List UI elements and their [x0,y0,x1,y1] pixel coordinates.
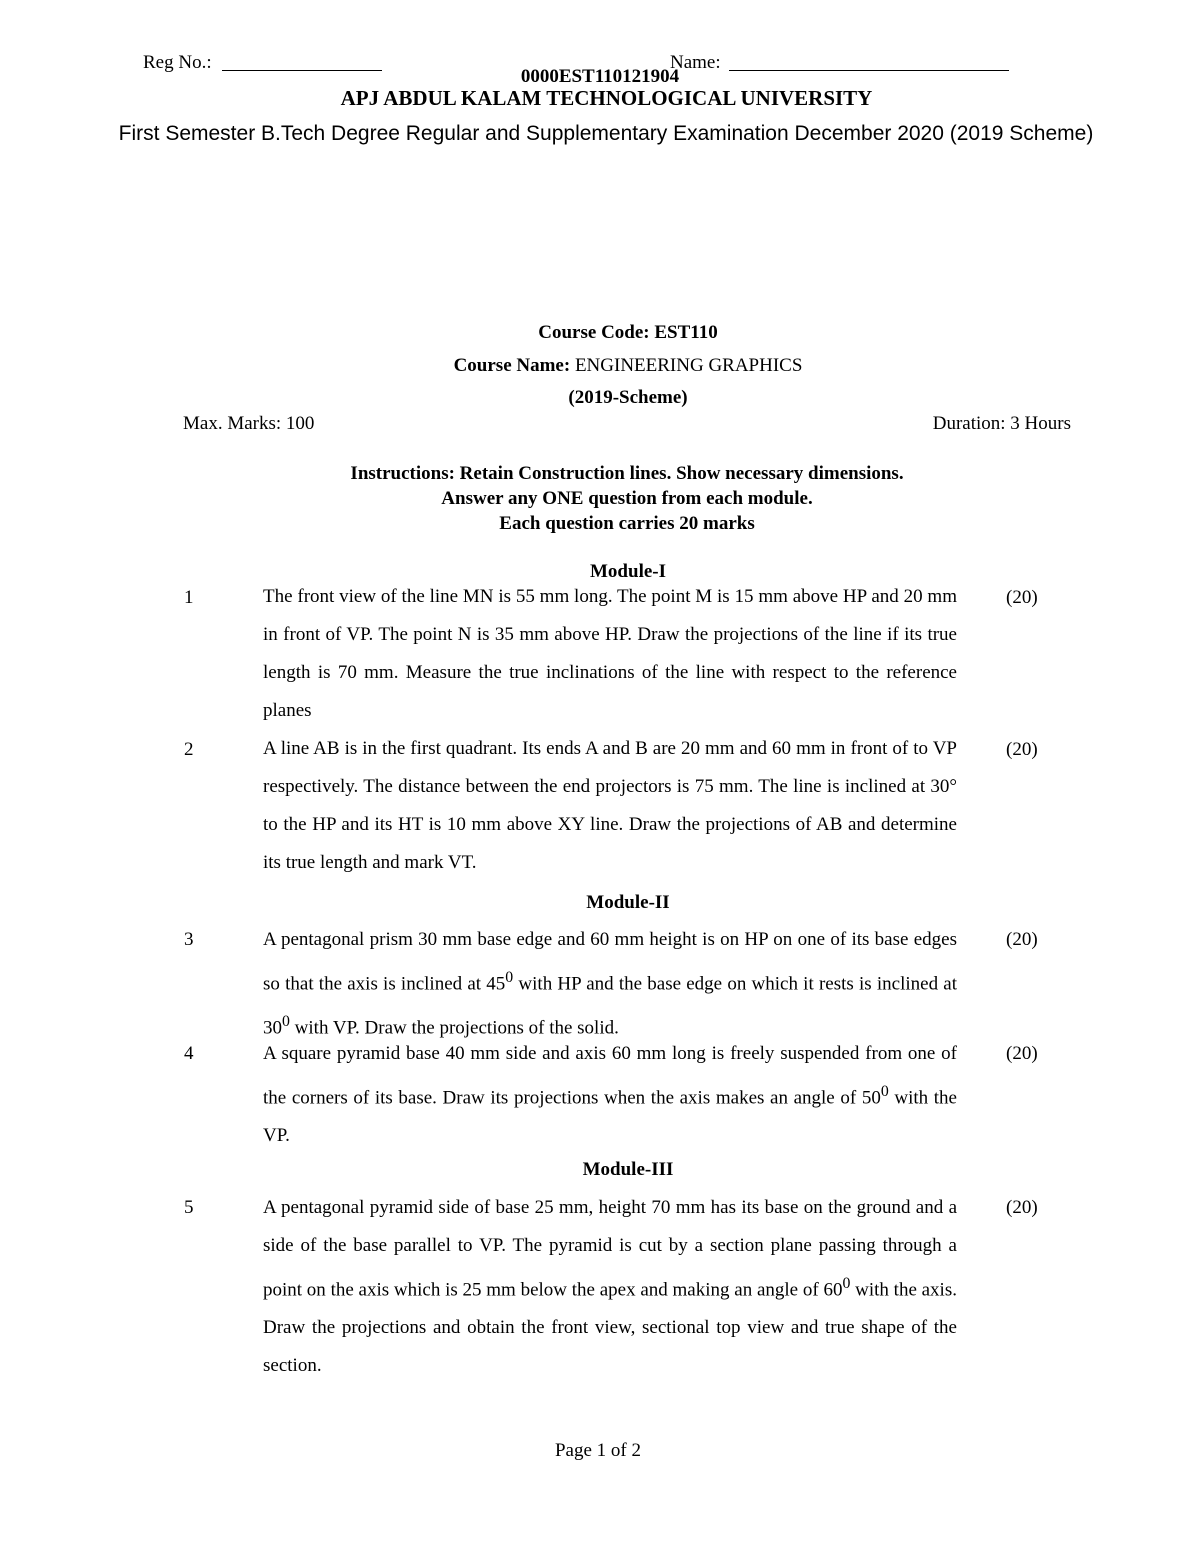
question-marks: (20) [1006,739,1038,760]
question-number: 3 [184,929,194,950]
duration: Duration: 3 Hours [932,413,1071,434]
exam-title: First Semester B.Tech Degree Regular and Supplementary Examination December 2020 (2019 Scheme) [118,122,1094,145]
module-heading: Module-II [586,892,670,913]
question-marks: (20) [1006,1043,1038,1064]
question-number: 1 [184,587,194,608]
instruction-line: Each question carries 20 marks [499,513,755,534]
name-label: Name: [670,52,721,73]
question-number: 4 [184,1043,194,1064]
max-marks: Max. Marks: 100 [183,413,315,434]
instruction-line: Instructions: Retain Construction lines. Show necessary dimensions. [350,463,904,484]
page-number: Page 1 of 2 [554,1440,641,1461]
question-text: A square pyramid base 40 mm side and axis 60 mm long is freely suspended from one of the corners of its base. Draw its projections when the axis makes an angle of $50^0$ with the VP. [263,1043,957,1147]
question-text: A pentagonal pyramid side of base 25 mm, height 70 mm has its base on the ground and a side of the base parallel to VP. The pyramid is cut by a section plane passing through a point on the axis which is 25 mm below the apex and making an angle of $60^0$ with the axis. Draw the projections and obtain the front view, sectional top view and true shape of the section. [263,1197,957,1377]
scheme: (2019-Scheme) [568,387,688,408]
question-text: A pentagonal prism 30 mm base edge and 60 mm height is on HP on one of its base edges so that the axis is inclined at $45^0$ with HP and the base edge on which it rests is inclined at $30^0$ with VP. Draw the projections of the solid. [263,929,957,1039]
question-text: A line AB is in the first quadrant. Its ends A and B are 20 mm and 60 mm in front of to VP respectively. The distance between the end projectors is 75 mm. The line is inclined at 30° to the HP and its HT is 10 mm above XY line. Draw the projections of AB and determine its true length and mark VT. [263,738,957,873]
course-name-label: Course Name: [453,355,571,376]
reg-no-label: Reg No.: [143,52,212,73]
module-heading: Module-III [582,1159,674,1180]
question-marks: (20) [1006,587,1038,608]
question-text: The front view of the line MN is 55 mm long. The point M is 15 mm above HP and 20 mm in front of VP. The point N is 35 mm above HP. Draw the projections of the line if its true length is 70 mm. Measure the true inclinations of the line with respect to the reference planes [263,586,957,721]
university-title: APJ ABDUL KALAM TECHNOLOGICAL UNIVERSITY [340,86,873,110]
course-name [0,355,1200,377]
question-marks: (20) [1006,929,1038,950]
course-code: Course Code: EST110 [538,322,718,343]
question-marks: (20) [1006,1197,1038,1218]
paper-code: 0000EST110121904 [520,66,680,87]
question-number: 5 [184,1197,194,1218]
course-name-value: ENGINEERING GRAPHICS [570,355,803,376]
question-number: 2 [184,739,194,760]
module-heading: Module-I [590,561,666,582]
instruction-line: Answer any ONE question from each module. [441,488,813,509]
